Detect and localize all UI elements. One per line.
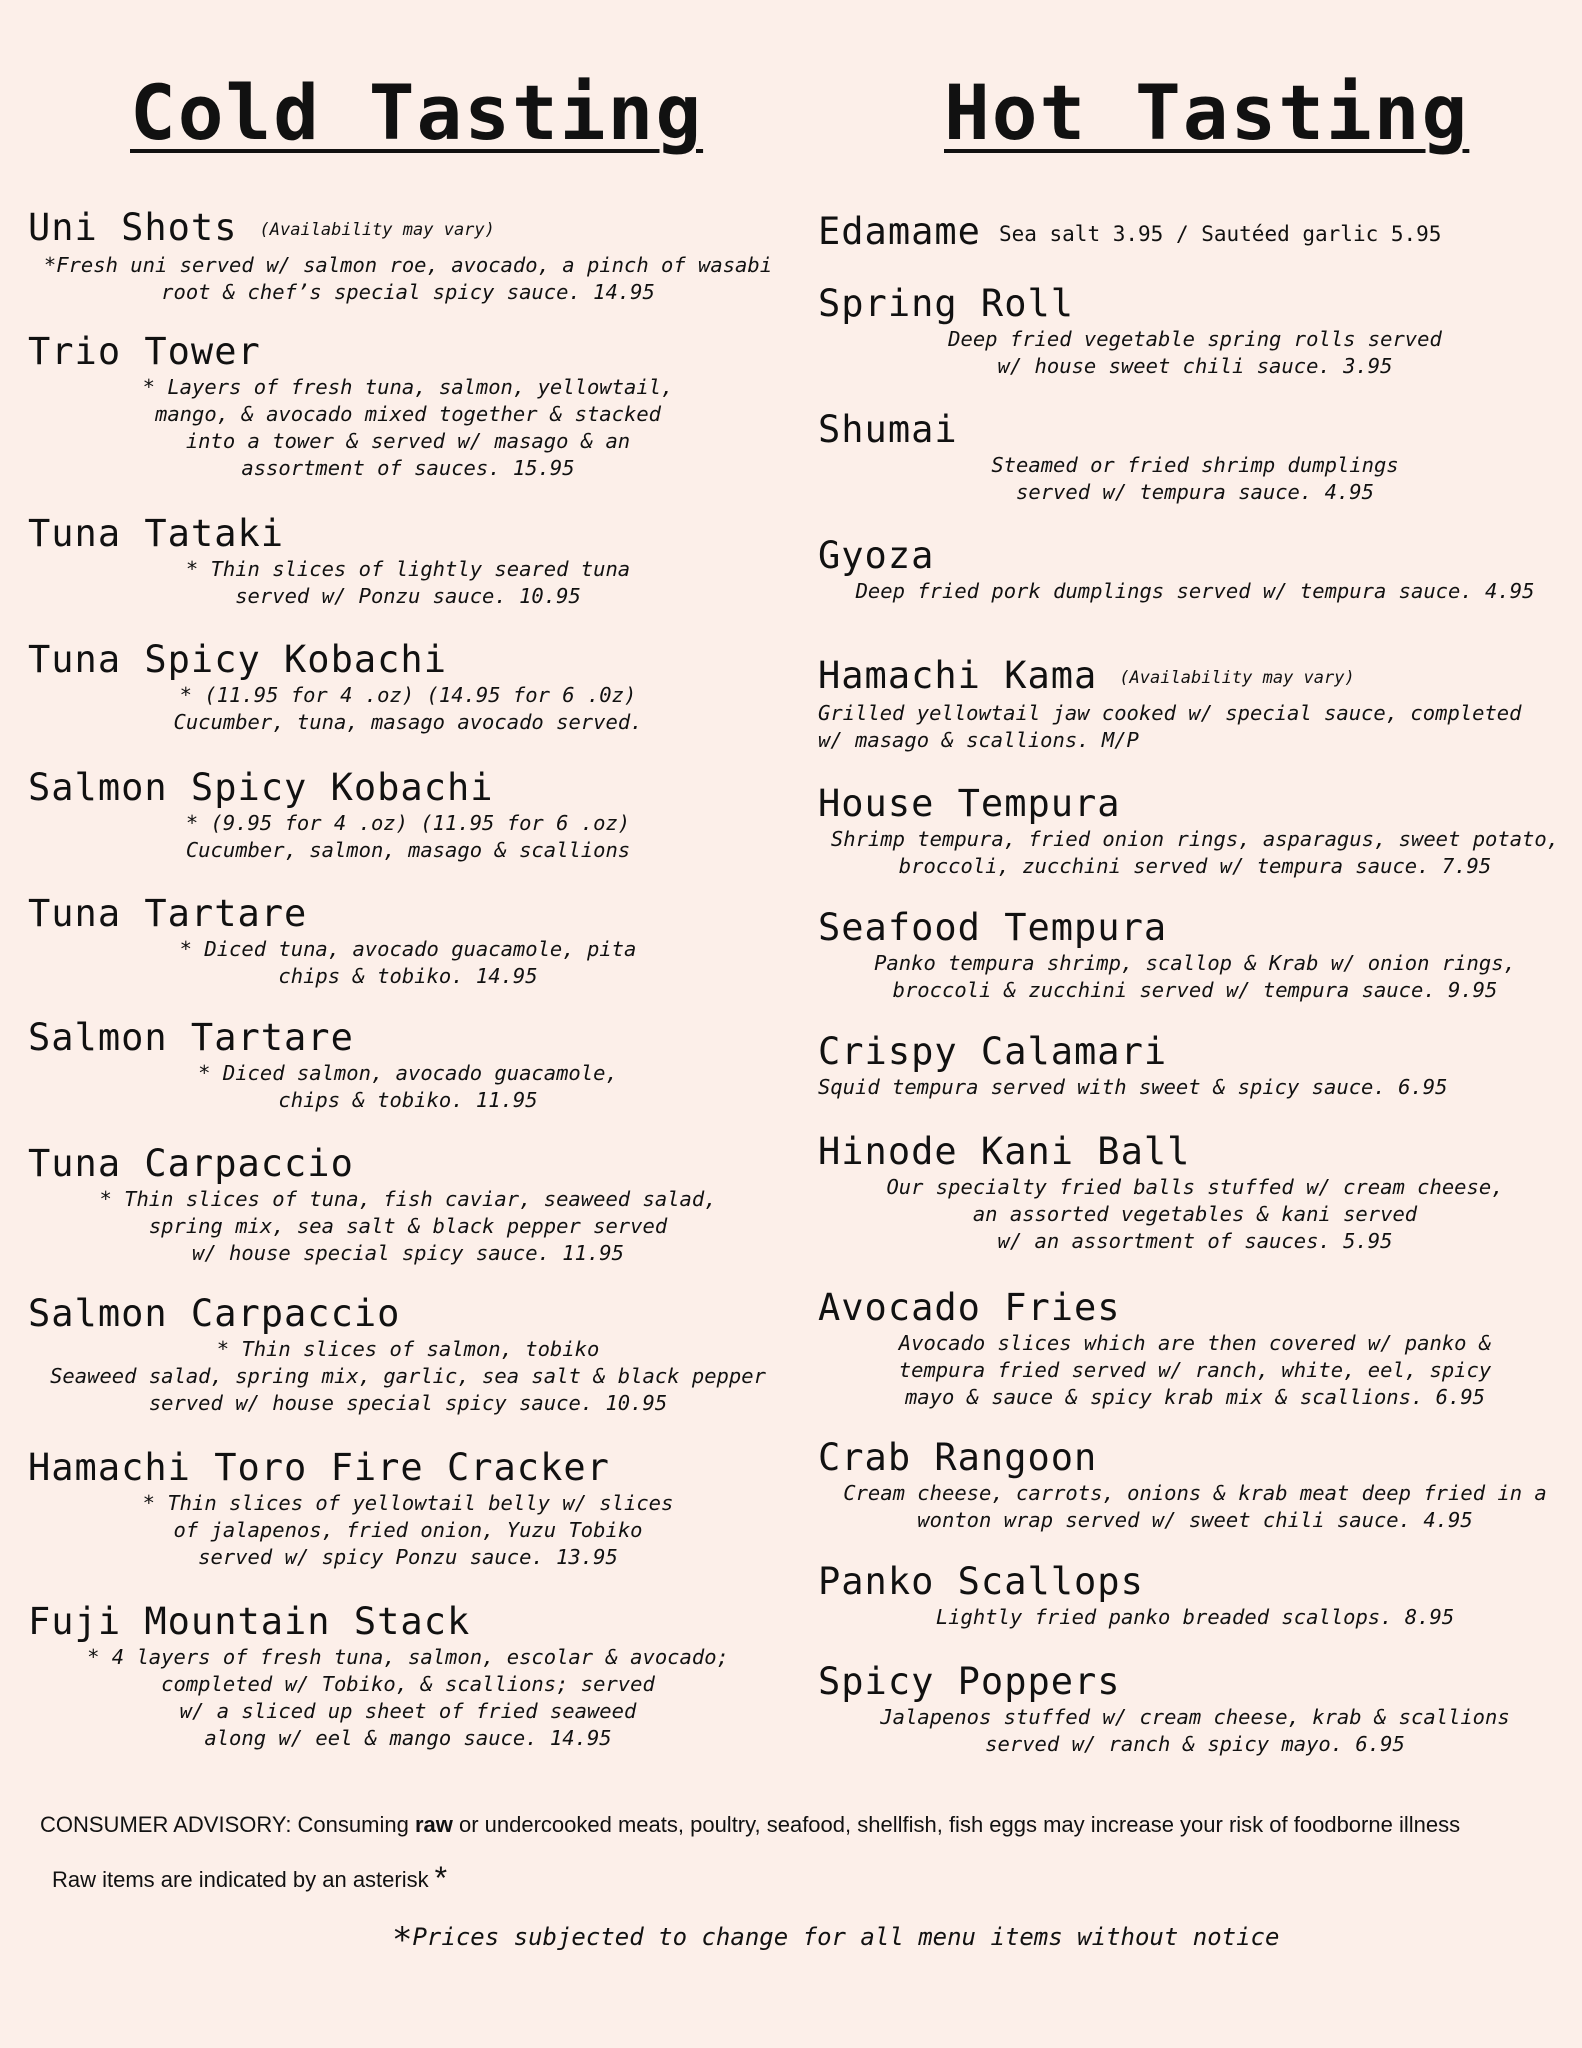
item-description: * Diced tuna, avocado guacamole, pita chips & tobiko. 14.95	[179, 937, 637, 988]
item-description: Our specialty fried balls stuffed w/ cream cheese, an assorted vegetables & kani served w/ an assortment of sauces. 5.95	[886, 1175, 1504, 1253]
menu-item	[28, 1016, 788, 1114]
item-name: Tuna Spicy Kobachi	[28, 638, 447, 681]
menu-item	[818, 408, 1572, 506]
availability-note: (Availability may vary)	[259, 219, 495, 240]
menu-item	[28, 766, 788, 864]
menu-item	[818, 782, 1572, 880]
hot-tasting-title: Hot Tasting	[944, 68, 1470, 157]
item-description: * (9.95 for 4 .oz) (11.95 for 6 .oz) Cucumber, salmon, masago & scallions	[185, 811, 631, 862]
menu-item	[818, 1436, 1572, 1534]
item-description: * Thin slices of yellowtail belly w/ slices of jalapenos, fried onion, Yuzu Tobiko served w/ spicy Ponzu sauce. 13.95	[142, 1491, 674, 1569]
item-name: Uni Shots	[28, 206, 238, 249]
item-name: Hamachi Kama	[818, 654, 1098, 697]
menu-item	[818, 906, 1572, 1004]
item-description: * Thin slices of tuna, fish caviar, seaweed salad, spring mix, sea salt & black pepper served w/ house special spicy sauce. 11.95	[99, 1187, 717, 1265]
item-description: Squid tempura served with sweet & spicy sauce. 6.95	[818, 1075, 1448, 1099]
menu-item	[28, 330, 788, 482]
item-name: Shumai	[818, 408, 958, 451]
menu-item	[28, 1142, 788, 1267]
item-name: Crab Rangoon	[818, 1436, 1098, 1479]
item-description: Shrimp tempura, fried onion rings, asparagus, sweet potato, broccoli, zucchini served w/ tempura sauce. 7.95	[830, 827, 1560, 878]
item-name: Spicy Poppers	[818, 1660, 1121, 1703]
prices-note: *Prices subjected to change for all menu items without notice	[392, 1920, 1280, 1960]
menu-item	[818, 534, 1572, 605]
item-description: Steamed or fried shrimp dumplings served w/ tempura sauce. 4.95	[991, 453, 1399, 504]
item-name: Avocado Fries	[818, 1286, 1121, 1329]
item-name: Tuna Tartare	[28, 892, 308, 935]
item-name: House Tempura	[818, 782, 1121, 825]
item-description: Cream cheese, carrots, onions & krab meat deep fried in a wonton wrap served w/ sweet chili sauce. 4.95	[843, 1481, 1547, 1532]
menu-item	[818, 1130, 1572, 1255]
menu-item	[818, 210, 1572, 256]
item-name: Hinode Kani Ball	[818, 1130, 1191, 1173]
item-name: Salmon Tartare	[28, 1016, 354, 1059]
cold-tasting-title: Cold Tasting	[130, 68, 704, 157]
item-name: Trio Tower	[28, 330, 261, 373]
menu-item	[28, 1292, 788, 1417]
item-name: Hamachi Toro Fire Cracker	[28, 1446, 610, 1489]
menu-item	[818, 1030, 1572, 1101]
menu-item	[818, 1286, 1572, 1411]
item-description: Panko tempura shrimp, scallop & Krab w/ onion rings, broccoli & zucchini served w/ tempura sauce. 9.95	[874, 951, 1516, 1002]
menu-item	[818, 1560, 1572, 1631]
item-description: * (11.95 for 4 .oz) (14.95 for 6 .0z) Cucumber, tuna, masago avocado served.	[173, 683, 643, 734]
item-description: *Fresh uni served w/ salmon roe, avocado, a pinch of wasabi root & chef’s special spicy sauce. 14.95	[43, 252, 773, 304]
item-description: * Diced salmon, avocado guacamole, chips & tobiko. 11.95	[198, 1061, 618, 1112]
menu-item	[28, 1600, 788, 1752]
item-description: Deep fried pork dumplings served w/ tempura sauce. 4.95	[855, 579, 1535, 603]
raw-items-note: Raw items are indicated by an asterisk *	[52, 1860, 448, 1896]
item-description: * Layers of fresh tuna, salmon, yellowtail, mango, & avocado mixed together & stacked into a tower & served w/ masago & an assortment of sauces. 15.95	[142, 375, 674, 480]
menu-item	[28, 206, 788, 306]
availability-note: (Availability may vary)	[1119, 667, 1355, 688]
item-name: Salmon Carpaccio	[28, 1292, 401, 1335]
consumer-advisory: CONSUMER ADVISORY: Consuming raw or undercooked meats, poultry, seafood, shellfish, fish eggs may increase your risk of foodborne illness	[40, 1812, 1461, 1837]
item-description: Lightly fried panko breaded scallops. 8.95	[935, 1605, 1455, 1629]
menu-item	[818, 282, 1572, 380]
item-name: Spring Roll	[818, 282, 1075, 325]
item-name: Tuna Carpaccio	[28, 1142, 354, 1185]
item-description: Jalapenos stuffed w/ cream cheese, krab & scallions served w/ ranch & spicy mayo. 6.95	[880, 1705, 1510, 1756]
menu-item	[28, 638, 788, 736]
asterisk-symbol: *	[434, 1860, 448, 1896]
item-description: Sea salt 3.95 / Sautéed garlic 5.95	[998, 221, 1442, 246]
item-name: Gyoza	[818, 534, 935, 577]
item-description: Deep fried vegetable spring rolls served w/ house sweet chili sauce. 3.95	[948, 327, 1442, 378]
asterisk-symbol: *	[392, 1920, 413, 1960]
menu-item	[28, 892, 788, 990]
item-name: Seafood Tempura	[818, 906, 1168, 949]
item-description: * Thin slices of lightly seared tuna served w/ Ponzu sauce. 10.95	[185, 557, 631, 608]
menu-item	[28, 512, 788, 610]
menu-item	[28, 1446, 788, 1571]
menu-item	[818, 654, 1572, 754]
item-description: Avocado slices which are then covered w/ panko & tempura fried served w/ ranch, white, eel, spicy mayo & sauce & spicy krab mix & scallions. 6.95	[898, 1331, 1492, 1409]
item-description: * 4 layers of fresh tuna, salmon, escolar & avocado; completed w/ Tobiko, & scallions; served w/ a sliced up sheet of fried seaweed along w/ eel & mango sauce. 14.95	[87, 1645, 729, 1750]
item-name: Edamame	[818, 210, 981, 253]
item-name: Fuji Mountain Stack	[28, 1600, 471, 1643]
item-description: * Thin slices of salmon, tobiko Seaweed salad, spring mix, garlic, sea salt & black pepper served w/ house special spicy sauce. 10.95	[50, 1337, 766, 1415]
item-name: Salmon Spicy Kobachi	[28, 766, 494, 809]
item-name: Panko Scallops	[818, 1560, 1144, 1603]
item-description: Grilled yellowtail jaw cooked w/ special sauce, completed w/ masago & scallions. M/P	[818, 700, 1522, 752]
menu-item	[818, 1660, 1572, 1758]
item-name: Crispy Calamari	[818, 1030, 1168, 1073]
item-name: Tuna Tataki	[28, 512, 285, 555]
